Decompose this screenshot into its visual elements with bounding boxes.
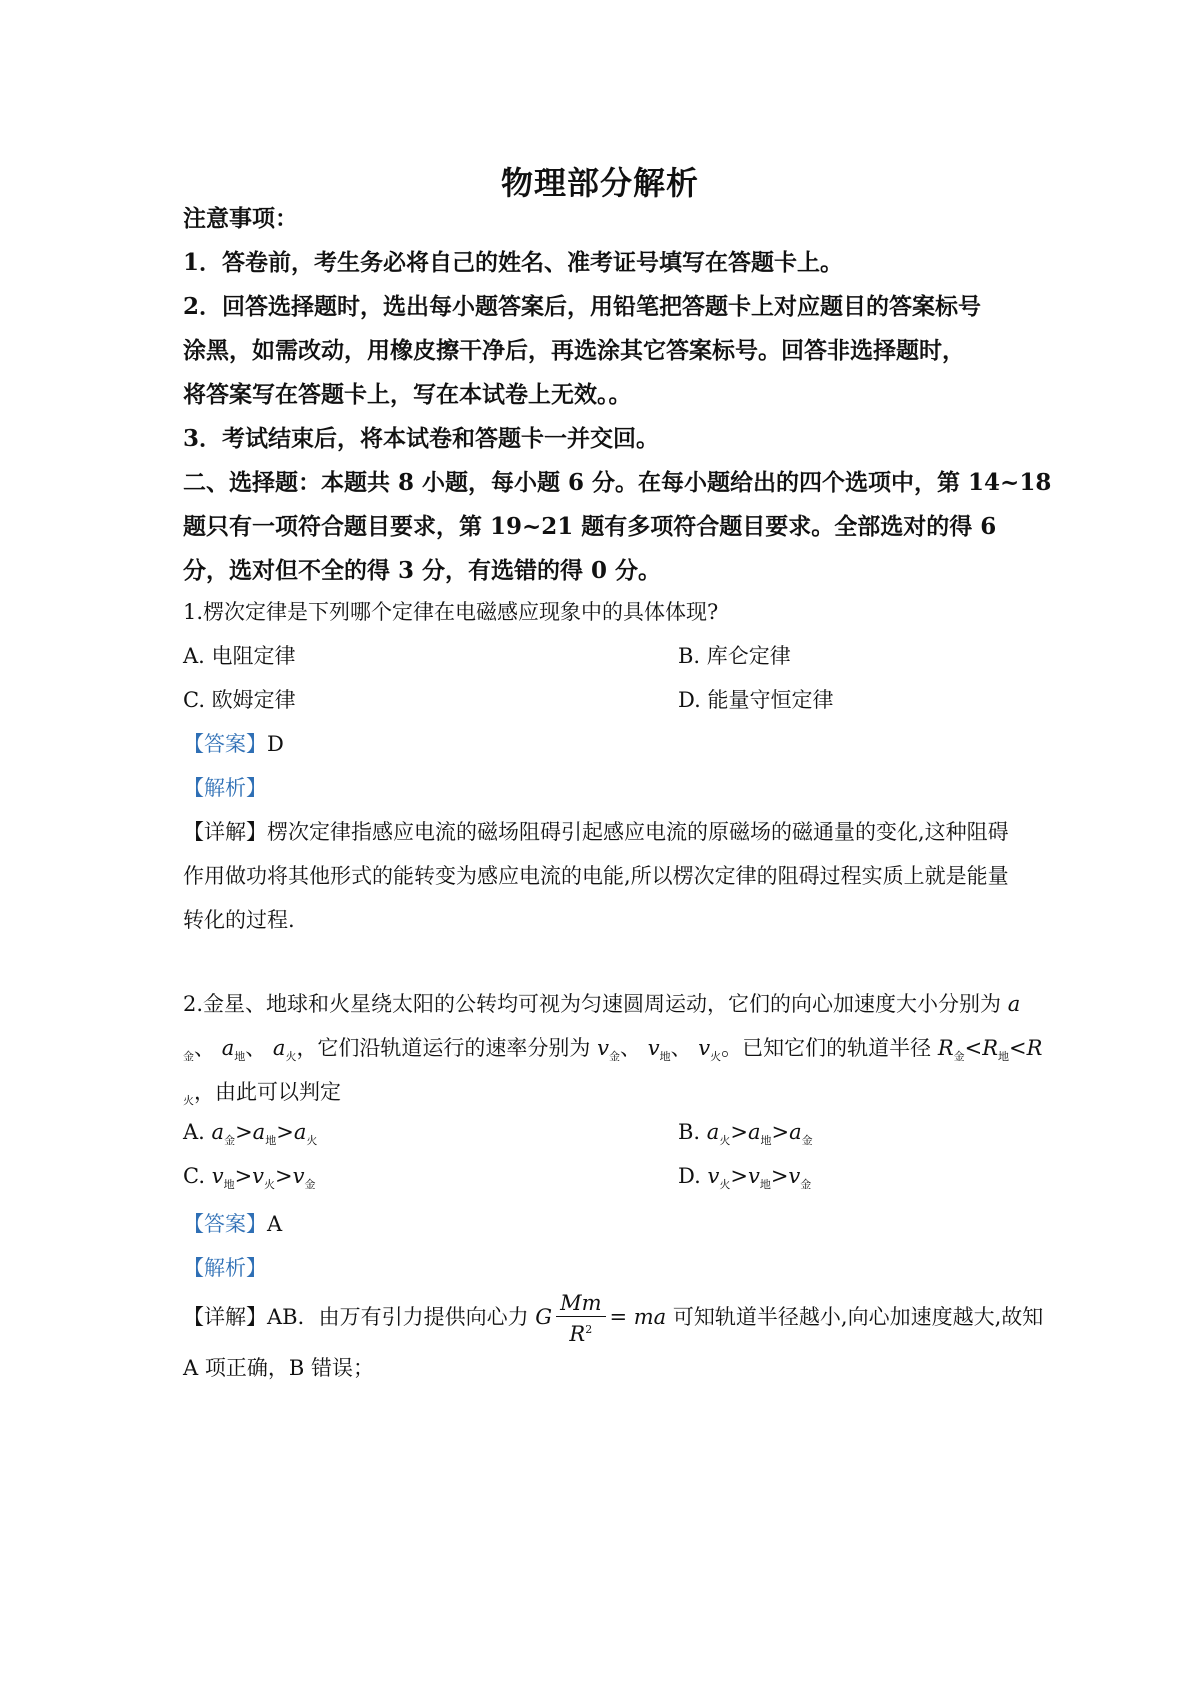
q2-symbol-v: v [747, 1164, 760, 1188]
q1-option-b: B. 库仑定律 [678, 644, 791, 668]
q2-sub-di: 地 [759, 1178, 771, 1191]
q2-symbol-v: v [211, 1164, 224, 1188]
section-intro-line-1: 二、选择题：本题共 8 小题，每小题 6 分。在每小题给出的四个选项中，第 14~18 [183, 469, 1052, 496]
q2-symbol-a: a [789, 1120, 802, 1144]
q2-lt: < [1009, 1036, 1027, 1060]
q1-stem: 1.楞次定律是下列哪个定律在电磁感应现象中的具体体现? [183, 600, 719, 624]
q2-symbol-a: a [221, 1036, 235, 1060]
q1-detail-text-1: 楞次定律指感应电流的磁场阻碍引起感应电流的原磁场的磁通量的变化,这种阻碍 [267, 820, 1009, 844]
q2-sub-jin: 金 [609, 1050, 620, 1063]
q1-answer-tag: 【答案】 [183, 732, 267, 756]
q2-sep: 、 [194, 1036, 215, 1060]
section-intro-line-3: 分，选对但不全的得 3 分，有选错的得 0 分。 [183, 557, 662, 584]
q2-gt: > [730, 1120, 748, 1144]
q2-gt: > [275, 1164, 293, 1188]
q2-symbol-v: v [647, 1036, 660, 1060]
formula-rhs: = ma [609, 1305, 667, 1329]
notice-item-1: 1．答卷前，考生务必将自己的姓名、准考证号填写在答题卡上。 [183, 249, 844, 276]
notice-item-2-line-3: 将答案写在答题卡上，写在本试卷上无效。。 [183, 381, 632, 408]
formula-g: G [535, 1305, 553, 1329]
q1-detail-line-2: 作用做功将其他形式的能转变为感应电流的电能,所以楞次定律的阻碍过程实质上就是能量 [183, 864, 1009, 888]
q2-gt: > [771, 1120, 790, 1144]
q2-sub-huo: 火 [306, 1134, 318, 1147]
q2-sub-huo: 火 [710, 1050, 722, 1063]
q2-symbol-v: v [788, 1164, 801, 1188]
q2-symbol-r: R [937, 1036, 954, 1060]
q2-sub-huo: 火 [264, 1178, 276, 1191]
notice-item-2-line-2: 涂黑，如需改动，用橡皮擦干净后，再选涂其它答案标号。回答非选择题时， [183, 337, 965, 364]
q2-sub-di: 地 [659, 1050, 671, 1063]
q2-option-a [183, 1120, 318, 1147]
formula-exponent: 2 [585, 1323, 593, 1336]
q1-option-a: A. 电阻定律 [183, 644, 296, 668]
formula-numerator: Mm [556, 1290, 605, 1317]
q2-sep: 、 [620, 1036, 641, 1060]
q1-option-d: D. 能量守恒定律 [678, 688, 834, 712]
q2-gt: > [235, 1120, 253, 1144]
q2-option-d [678, 1164, 812, 1191]
q2-sub-di: 地 [760, 1134, 772, 1147]
q2-option-b-label: B. [678, 1120, 701, 1144]
q2-detail-line-2: A 项正确，B 错误； [183, 1356, 374, 1380]
q2-sub-huo: 火 [719, 1134, 731, 1147]
q2-symbol-v: v [252, 1164, 265, 1188]
page-title: 物理部分解析 [500, 164, 699, 202]
q1-detail-line-3: 转化的过程. [183, 908, 295, 932]
q1-detail-tag: 【详解】 [183, 820, 267, 844]
q2-gt: > [730, 1164, 748, 1188]
q2-sub-di: 地 [223, 1178, 235, 1191]
q2-sub-jin: 金 [183, 1050, 194, 1063]
q2-answer [183, 1208, 1033, 1238]
q2-detail-line-1 [183, 1290, 1044, 1347]
q2-symbol-a: a [1007, 992, 1021, 1016]
q2-sub-jin: 金 [304, 1178, 316, 1191]
q2-stem-line-2 [183, 1032, 1043, 1063]
q2-symbol-a: a [293, 1120, 307, 1144]
q2-sub-jin: 金 [953, 1050, 965, 1063]
q2-symbol-v: v [597, 1036, 609, 1060]
q2-symbol-r: R [1026, 1036, 1043, 1060]
q2-stem-text-2: ，它们沿轨道运行的速率分别为 [296, 1036, 591, 1060]
formula-r: R [569, 1322, 586, 1346]
q2-symbol-a: a [252, 1120, 266, 1144]
q2-stem-text-1: 2.金星、地球和火星绕太阳的公转均可视为匀速圆周运动，它们的向心加速度大小分别为 [183, 992, 1002, 1016]
q2-sub-huo: 火 [719, 1178, 731, 1191]
q2-sub-jin: 金 [224, 1134, 236, 1147]
q2-sub-huo: 火 [183, 1094, 194, 1107]
q1-detail-line-1 [183, 816, 1033, 846]
q2-stem-line-1 [183, 988, 1033, 1018]
q2-symbol-v: v [698, 1036, 711, 1060]
q1-analysis-tag: 【解析】 [183, 776, 267, 800]
q2-option-b [678, 1120, 813, 1147]
q2-sub-huo: 火 [285, 1050, 297, 1063]
q2-sub-jin: 金 [801, 1134, 813, 1147]
q2-symbol-v: v [292, 1164, 305, 1188]
q2-symbol-a: a [211, 1120, 225, 1144]
q2-gt: > [770, 1164, 789, 1188]
notice-heading: 注意事项： [183, 205, 298, 232]
notice-item-3: 3．考试结束后，将本试卷和答题卡一并交回。 [183, 425, 660, 452]
q2-sep: 、 [670, 1036, 692, 1060]
q2-answer-value: A [267, 1212, 283, 1236]
q2-option-d-label: D. [678, 1164, 701, 1188]
q2-sub-jin: 金 [800, 1178, 812, 1191]
q2-answer-tag: 【答案】 [183, 1212, 267, 1236]
q2-symbol-r: R [982, 1036, 999, 1060]
q2-symbol-a: a [747, 1120, 761, 1144]
q2-detail-text-2: 可知轨道半径越小,向心加速度越大,故知 [672, 1305, 1044, 1329]
q2-option-a-label: A. [183, 1120, 205, 1144]
q2-detail-tag: 【详解】 [183, 1305, 267, 1329]
q2-symbol-a: a [706, 1120, 720, 1144]
q2-option-c [183, 1164, 316, 1191]
formula-fraction [556, 1290, 605, 1347]
section-intro-line-2: 题只有一项符合题目要求，第 19~21 题有多项符合题目要求。全部选对的得 6 [183, 513, 997, 540]
notice-item-2-line-1: 2．回答选择题时，选出每小题答案后，用铅笔把答题卡上对应题目的答案标号 [183, 293, 982, 320]
q2-symbol-v: v [707, 1164, 720, 1188]
q2-symbol-a: a [272, 1036, 286, 1060]
q2-stem-text-3: 。已知它们的轨道半径 [721, 1036, 932, 1060]
q1-answer-value: D [267, 732, 284, 756]
q2-detail-text-1: AB．由万有引力提供向心力 [267, 1305, 529, 1329]
q2-sub-di: 地 [998, 1050, 1010, 1063]
q2-sub-di: 地 [234, 1050, 246, 1063]
q2-lt: < [964, 1036, 983, 1060]
q2-stem-line-3 [183, 1076, 1033, 1106]
q2-sep: 、 [245, 1036, 267, 1060]
formula-denominator [556, 1317, 605, 1347]
q1-option-c: C. 欧姆定律 [183, 688, 296, 712]
q2-option-c-label: C. [183, 1164, 205, 1188]
q2-gt: > [234, 1164, 253, 1188]
q2-stem-text-4: ，由此可以判定 [194, 1080, 341, 1104]
q1-answer [183, 728, 1033, 758]
q2-sub-di: 地 [265, 1134, 277, 1147]
q2-gt: > [276, 1120, 294, 1144]
q2-analysis-tag: 【解析】 [183, 1256, 267, 1280]
